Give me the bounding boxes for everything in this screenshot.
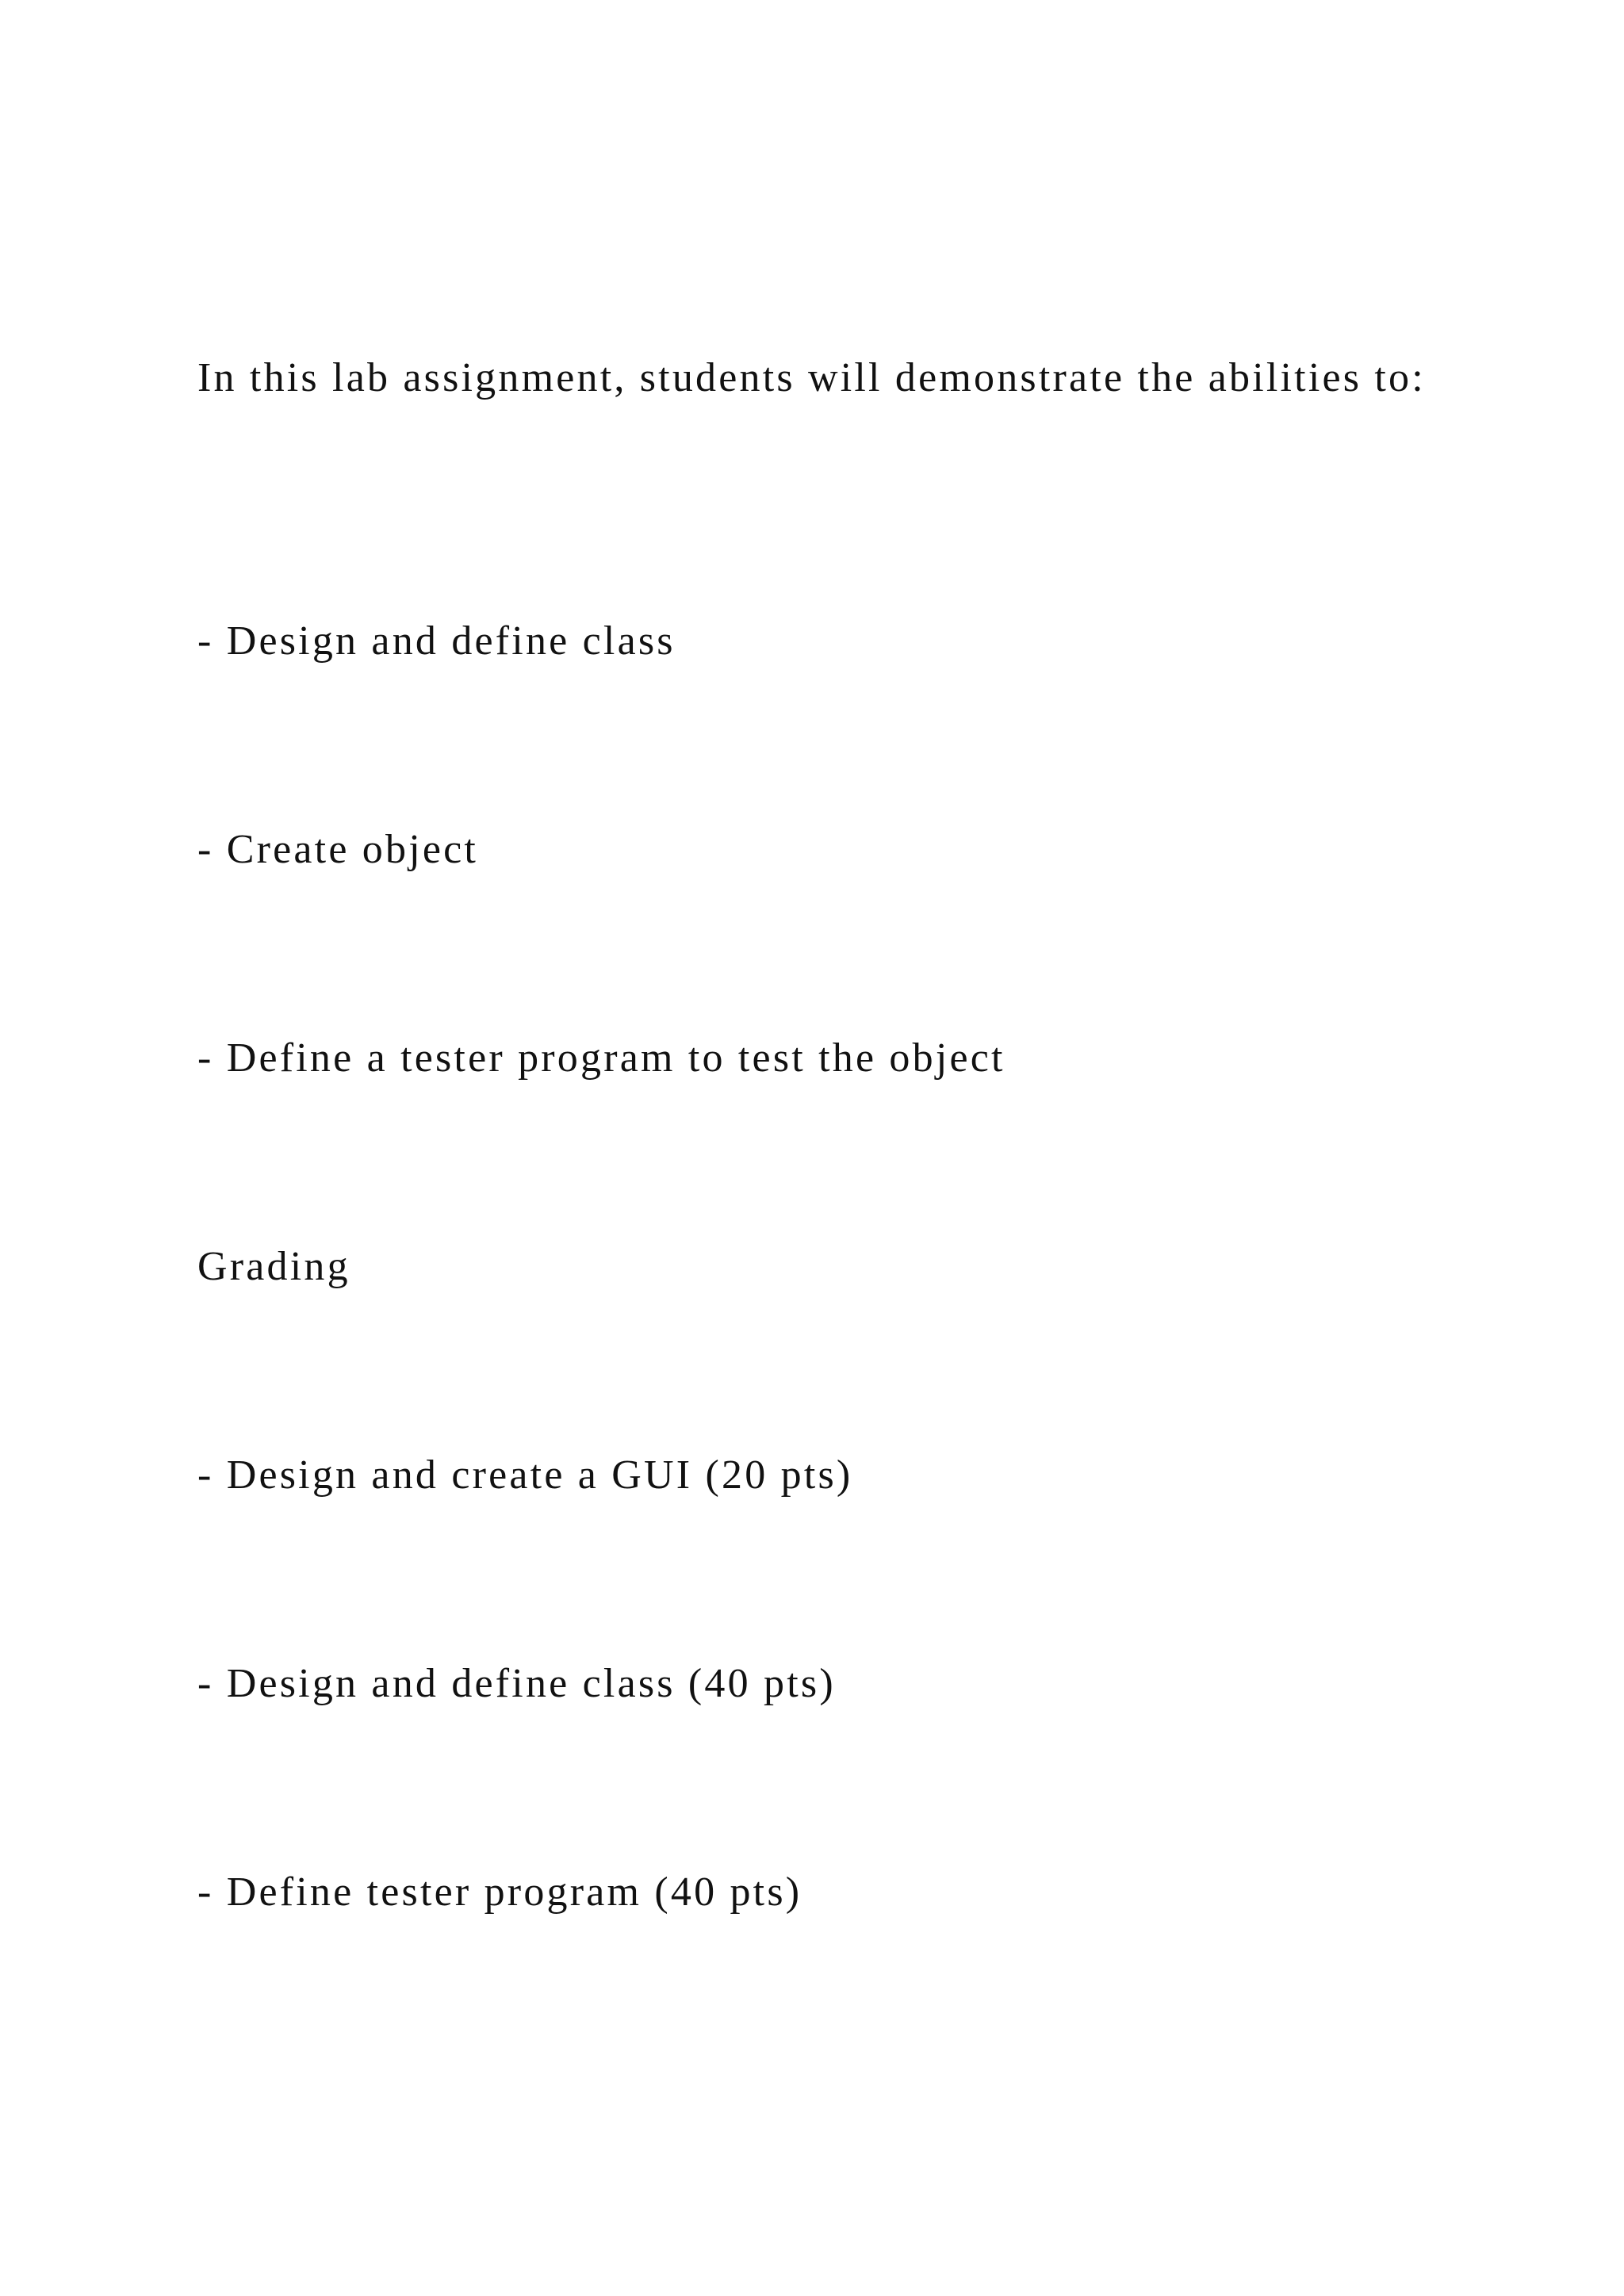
- ability-item-create-object: - Create object: [197, 827, 479, 872]
- grading-item-class: - Design and define class (40 pts): [197, 1661, 836, 1706]
- grading-item-tester: - Define tester program (40 pts): [197, 1869, 802, 1915]
- ability-item-define-class: - Design and define class: [197, 618, 676, 664]
- grading-heading: Grading: [197, 1244, 350, 1289]
- grading-item-gui: - Design and create a GUI (20 pts): [197, 1452, 853, 1498]
- ability-item-tester-program: - Define a tester program to test the object: [197, 1035, 1005, 1081]
- intro-paragraph: In this lab assignment, students will demonstrate the abilities to:: [197, 355, 1426, 400]
